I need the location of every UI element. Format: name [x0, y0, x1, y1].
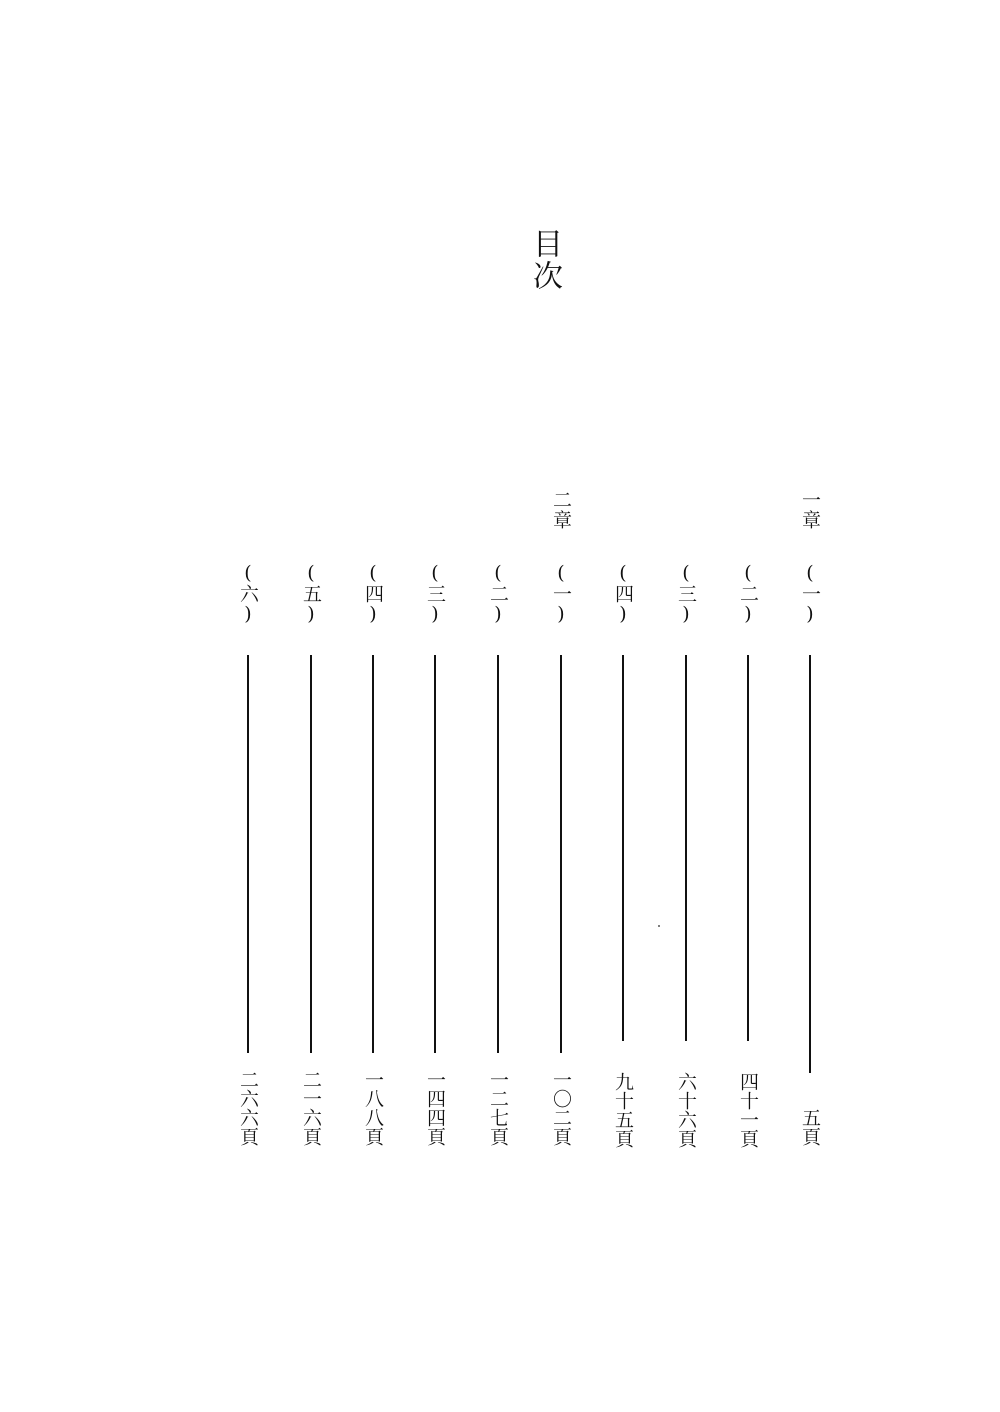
- chapter-label-2: 二章: [550, 490, 572, 530]
- page-reference: 一二七頁: [487, 1070, 509, 1146]
- leader-line: [560, 655, 562, 1053]
- section-number: (四): [362, 562, 384, 625]
- section-number: (五): [300, 562, 322, 625]
- page-reference: 一八八頁: [362, 1070, 384, 1146]
- page-reference: 四十一頁: [737, 1072, 759, 1148]
- scan-speck: [658, 925, 660, 927]
- page-reference: 六十六頁: [675, 1072, 697, 1148]
- page-reference: 二六六頁: [237, 1070, 259, 1146]
- section-number: (二): [737, 562, 759, 625]
- section-number: (三): [675, 562, 697, 625]
- leader-line: [434, 655, 436, 1053]
- leader-line: [747, 655, 749, 1041]
- leader-line: [685, 655, 687, 1041]
- section-number: (二): [487, 562, 509, 625]
- section-number: (六): [237, 562, 259, 625]
- page-title: 目次: [527, 228, 562, 292]
- page-reference: 九十五頁: [612, 1072, 634, 1148]
- page-reference: 一〇二頁: [550, 1070, 572, 1146]
- section-number: (一): [550, 562, 572, 625]
- leader-line: [310, 655, 312, 1053]
- leader-line: [372, 655, 374, 1053]
- section-number: (一): [799, 562, 821, 625]
- leader-line: [247, 655, 249, 1053]
- section-number: (四): [612, 562, 634, 625]
- section-number: (三): [424, 562, 446, 625]
- leader-line: [622, 655, 624, 1041]
- leader-line: [809, 655, 811, 1073]
- page-reference: 五頁: [799, 1108, 821, 1146]
- chapter-label-1: 一章: [799, 490, 821, 530]
- page-reference: 一四四頁: [424, 1070, 446, 1146]
- leader-line: [497, 655, 499, 1053]
- page-reference: 二一六頁: [300, 1070, 322, 1146]
